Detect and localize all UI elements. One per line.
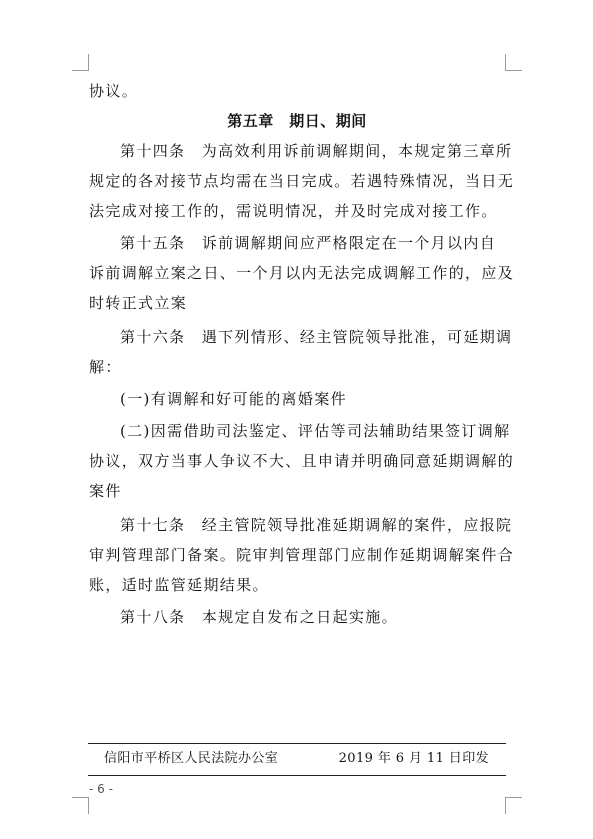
paragraph-line: 时转正式立案: [89, 294, 188, 312]
paragraph-line: 案件: [89, 482, 122, 500]
page-number: - 6 -: [89, 782, 113, 796]
paragraph-line: 账，适时监管延期结果。: [89, 576, 269, 594]
paragraph-line: (二)因需借助司法鉴定、评估等司法辅助结果签订调解: [120, 422, 511, 440]
paragraph-line: 诉前调解立案之日、一个月以内无法完成调解工作的，应及: [89, 264, 515, 282]
paragraph-line: 法完成对接工作的，需说明情况，并及时完成对接工作。: [89, 202, 498, 220]
crop-mark-top-right: [505, 54, 522, 71]
paragraph-line: 第十四条 为高效利用诉前调解期间，本规定第三章所: [120, 142, 513, 160]
footer-rule-top: [88, 743, 506, 744]
paragraph-line: 协议，双方当事人争议不大、且申请并明确同意延期调解的: [89, 452, 515, 470]
article-14: [89, 136, 515, 226]
crop-mark-bottom-left: [72, 797, 89, 814]
paragraph-line: 第十六条 遇下列情形、经主管院领导批准，可延期调: [120, 328, 513, 346]
paragraph-line: 规定的各对接节点均需在当日完成。若遇特殊情况，当日无: [89, 172, 515, 190]
footer-issuer: 信阳市平桥区人民法院办公室: [104, 751, 279, 766]
article-15: [89, 228, 515, 318]
paragraph-line: 解：: [89, 358, 122, 376]
crop-mark-bottom-right: [505, 797, 522, 814]
paragraph-line: 第十七条 经主管院领导批准延期调解的案件，应报院: [120, 516, 513, 534]
crop-mark-top-left: [72, 54, 89, 71]
paragraph-line: (一)有调解和好可能的离婚案件: [120, 390, 347, 408]
article-18: [89, 602, 505, 632]
paragraph-line: 第十八条 本规定自发布之日起实施。: [120, 608, 398, 626]
footer-date: 2019 年 6 月 11 日印发: [338, 751, 489, 766]
chapter-title: 第五章 期日、期间: [227, 112, 367, 130]
paragraph-line: 第十五条 诉前调解期间应严格限定在一个月以内自: [120, 234, 497, 252]
article-17: [89, 510, 515, 600]
item-1: [89, 384, 505, 414]
item-2: [89, 416, 515, 506]
continuation-paragraph: [89, 76, 505, 106]
article-16: [89, 322, 513, 382]
paragraph-line: 协议。: [89, 82, 139, 100]
paragraph-line: 审判管理部门备案。院审判管理部门应制作延期调解案件合: [89, 546, 515, 564]
footer-rule-bottom: [88, 775, 506, 776]
